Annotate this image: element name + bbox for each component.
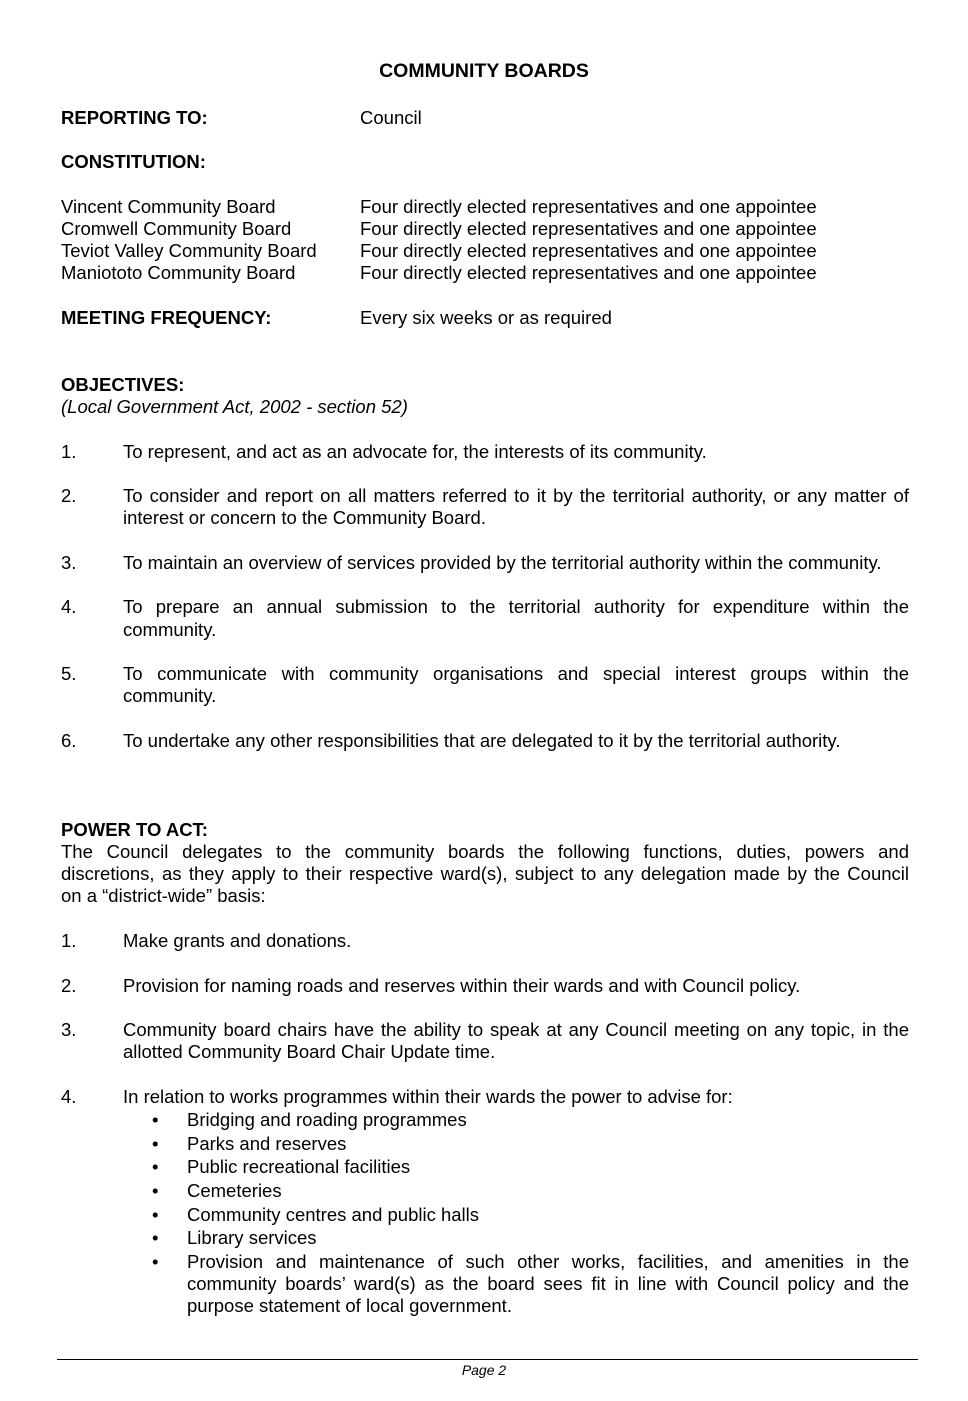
bullet-text-cont: community boards’ ward(s) as the board sees fit in line with Council policy and the [187,1273,909,1294]
bullet-marker: • [152,1227,159,1248]
page-title: COMMUNITY BOARDS [379,60,589,82]
page-number: Page 2 [461,1362,507,1378]
bullet-text-cont: purpose statement of local government. [187,1295,512,1316]
board-desc: Four directly elected representatives and one appointee [360,218,817,239]
power-text: Provision for naming roads and reserves within their wards and with Council policy. [123,975,801,996]
bullet-text: Public recreational facilities [187,1156,411,1177]
power-number: 1. [61,930,77,951]
board-desc: Four directly elected representatives and one appointee [360,262,817,283]
footer-rule [57,1359,918,1360]
objective-number: 6. [61,730,77,751]
objective-text: To communicate with community organisations and special interest groups within the [123,663,909,684]
objective-text-cont: interest or concern to the Community Board. [123,507,486,528]
reporting-value: Council [360,107,422,128]
bullet-text: Bridging and roading programmes [187,1109,467,1130]
board-name: Teviot Valley Community Board [61,240,317,261]
power-text-cont: allotted Community Board Chair Update time. [123,1041,496,1062]
power-intro-line: on a “district-wide” basis: [61,885,266,906]
objectives-source: (Local Government Act, 2002 - section 52) [61,396,408,417]
power-number: 4. [61,1086,77,1107]
bullet-marker: • [152,1156,159,1177]
constitution-label: CONSTITUTION: [61,151,206,172]
power-number: 2. [61,975,77,996]
objectives-heading: OBJECTIVES: [61,374,185,395]
power-number: 3. [61,1019,77,1040]
board-name: Cromwell Community Board [61,218,292,239]
objective-text: To maintain an overview of services provided by the territorial authority within the community. [123,552,882,573]
board-desc: Four directly elected representatives and one appointee [360,196,817,217]
board-name: Maniototo Community Board [61,262,296,283]
bullet-text: Parks and reserves [187,1133,347,1154]
objective-text: To prepare an annual submission to the territorial authority for expenditure within the [123,596,909,617]
objective-text: To represent, and act as an advocate for, the interests of its community. [123,441,707,462]
bullet-text: Community centres and public halls [187,1204,480,1225]
objective-text-cont: community. [123,619,217,640]
objective-text: To undertake any other responsibilities that are delegated to it by the territorial authority. [123,730,841,751]
meeting-frequency-label: MEETING FREQUENCY: [61,307,272,328]
objective-number: 1. [61,441,77,462]
objective-number: 3. [61,552,77,573]
bullet-text: Provision and maintenance of such other works, facilities, and amenities in the [187,1251,909,1272]
objective-text-cont: community. [123,685,217,706]
objective-text: To consider and report on all matters referred to it by the territorial authority, or any matter of [123,485,909,506]
power-text: Community board chairs have the ability to speak at any Council meeting on any topic, in the [123,1019,909,1040]
power-text: Make grants and donations. [123,930,352,951]
bullet-marker: • [152,1251,159,1272]
bullet-marker: • [152,1133,159,1154]
reporting-label: REPORTING TO: [61,107,208,128]
power-intro-line: The Council delegates to the community boards the following functions, duties, powers and [61,841,909,862]
board-name: Vincent Community Board [61,196,276,217]
bullet-marker: • [152,1204,159,1225]
power-heading: POWER TO ACT: [61,819,208,840]
power-intro-line: discretions, as they apply to their respective ward(s), subject to any delegation made by the Council [61,863,909,884]
objective-number: 2. [61,485,77,506]
board-desc: Four directly elected representatives and one appointee [360,240,817,261]
objective-number: 5. [61,663,77,684]
power-text: In relation to works programmes within their wards the power to advise for: [123,1086,733,1107]
objective-number: 4. [61,596,77,617]
bullet-text: Cemeteries [187,1180,282,1201]
bullet-text: Library services [187,1227,317,1248]
bullet-marker: • [152,1109,159,1130]
bullet-marker: • [152,1180,159,1201]
meeting-frequency-value: Every six weeks or as required [360,307,612,328]
